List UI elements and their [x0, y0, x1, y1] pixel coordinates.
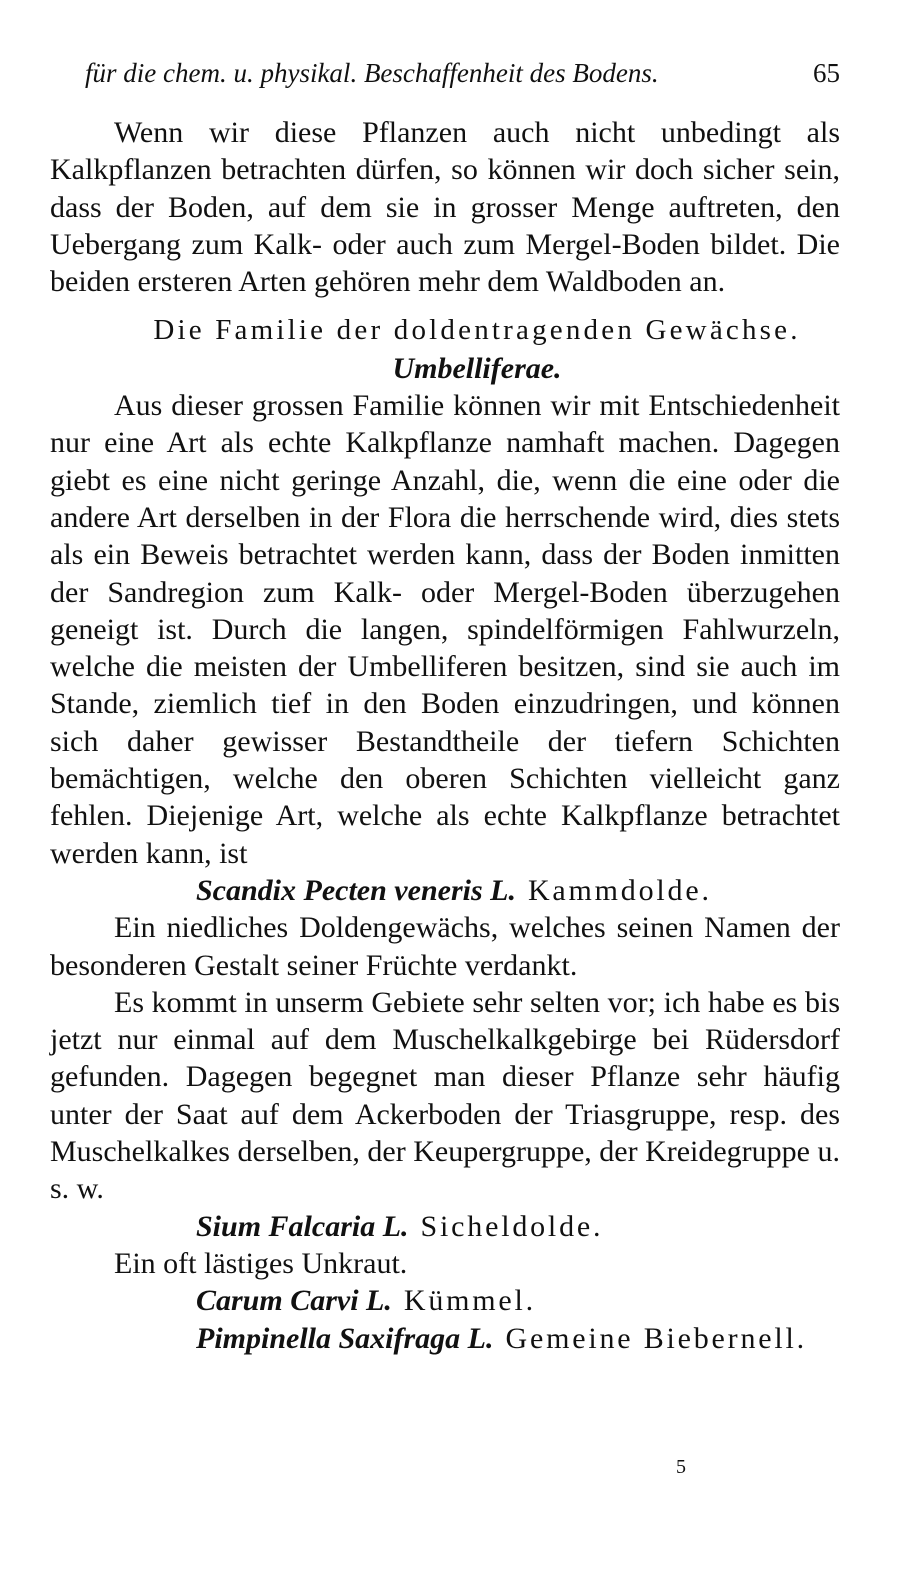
species-heading	[50, 1320, 840, 1357]
section-heading: Die Familie der doldentragenden Gewächse.	[153, 314, 801, 347]
species-latin-name: Pimpinella Saxifraga L.	[196, 1321, 494, 1355]
species-heading	[50, 1282, 840, 1319]
species-latin-name: Carum Carvi L.	[196, 1284, 392, 1318]
species-latin-name: Sium Falcaria L.	[196, 1209, 409, 1243]
running-title: für die chem. u. physikal. Beschaffenheit des Bodens.	[85, 58, 659, 88]
paragraph: Wenn wir diese Pflanzen auch nicht unbedingt als Kalkpflanzen betrachten dürfen, so können wir doch sicher sein, dass der Boden, auf dem sie in grosser Menge auftreten, den Uebergang zum Kalk- oder auch zum Mergel-Boden bildet. Die beiden ersteren Arten gehören mehr dem Waldboden an.	[50, 116, 840, 299]
printer-signature-mark: 5	[676, 1456, 686, 1478]
species-heading	[50, 872, 840, 909]
paragraph: Aus dieser grossen Familie können wir mit Entschiedenheit nur eine Art als echte Kalkpflanze namhaft machen. Dagegen giebt es eine nicht geringe Anzahl, die, wenn die eine oder die andere Art derselben in der Flora die herrschende wird, dies stets als ein Beweis betrachtet werden kann, dass der Boden inmitten der Sandregion zum Kalk- oder Mergel-Boden überzugehen geneigt ist. Durch die langen, spindelförmigen Fahlwurzeln, welche die meisten der Umbelliferen besitzen, sind sie auch im Stande, ziemlich tief in den Boden einzudringen, und können sich daher gewisser Bestandtheile der tiefern Schichten bemächtigen, welche den oberen Schichten vielleicht ganz fehlen. Diejenige Art, welche als echte Kalkpflanze betrachtet werden kann, ist	[50, 389, 840, 870]
species-common-name: Kümmel.	[403, 1284, 536, 1318]
species-common-name: Sicheldolde.	[420, 1209, 604, 1243]
paragraph: Ein oft lästiges Unkraut.	[114, 1246, 408, 1280]
species-common-name: Gemeine Biebernell.	[505, 1321, 807, 1355]
section-gap	[50, 300, 840, 312]
species-common-name: Kammdolde.	[527, 873, 712, 907]
species-heading	[50, 1208, 840, 1245]
page-number: 65	[813, 58, 840, 88]
species-latin-name: Scandix Pecten veneris L.	[196, 873, 516, 907]
page-body	[50, 114, 840, 1357]
page-header	[85, 58, 840, 94]
section-subheading: Umbelliferae.	[392, 351, 562, 385]
paragraph: Ein niedliches Doldengewächs, welches seinen Namen der besonderen Gestalt seiner Früchte verdankt.	[50, 911, 840, 982]
paragraph: Es kommt in unserm Gebiete sehr selten vor; ich habe es bis jetzt nur einmal auf dem Muschelkalkgebirge bei Rüdersdorf gefunden. Dagegen begegnet man dieser Pflanze sehr häufig unter der Saat auf dem Ackerboden der Triasgruppe, resp. des Muschelkalkes derselben, der Keupergruppe, der Kreidegruppe u. s. w.	[50, 985, 840, 1206]
